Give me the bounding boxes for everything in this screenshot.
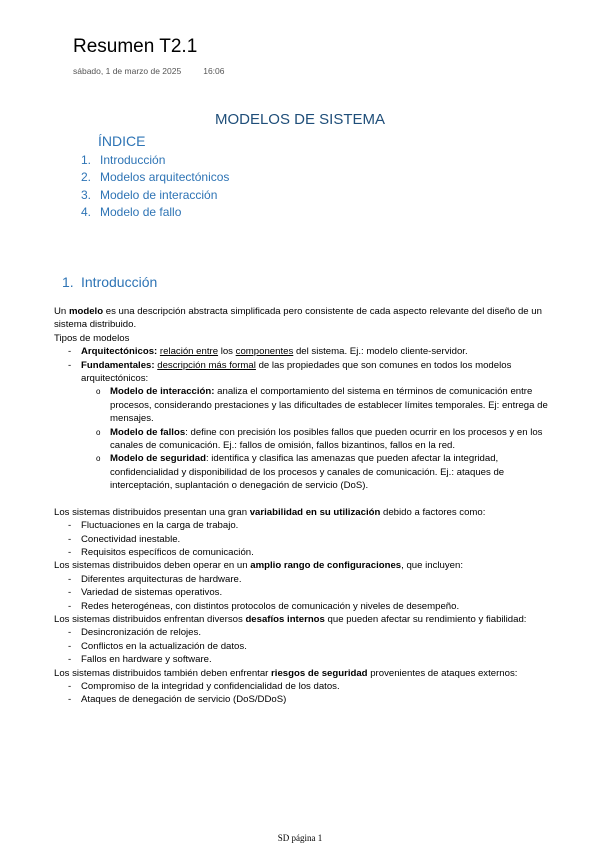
types-list bbox=[54, 345, 554, 492]
text-run: Los sistemas distribuidos presentan una gran bbox=[54, 506, 250, 518]
bold-term: Modelo de seguridad bbox=[110, 453, 206, 465]
bold-term: amplio rango de configuraciones bbox=[250, 560, 402, 572]
underlined-term: relación entre bbox=[159, 346, 219, 358]
circle-bullet-icon: o bbox=[96, 427, 101, 437]
index-item[interactable] bbox=[81, 169, 229, 186]
text-run: de las propiedades que son comunes en todos los modelos arquitectónicos: bbox=[81, 359, 512, 385]
index-item[interactable] bbox=[81, 152, 229, 169]
circle-bullet-icon: o bbox=[96, 454, 101, 464]
sub-list-item bbox=[54, 385, 554, 425]
paragraph bbox=[54, 667, 554, 680]
text-run: del sistema. Ej.: modelo cliente-servidor. bbox=[295, 346, 468, 358]
index-list bbox=[81, 152, 229, 222]
bold-term: variabilidad en su utilización bbox=[249, 506, 381, 518]
list-item: - Conflictos en la actualización de datos. bbox=[54, 640, 554, 653]
list-item bbox=[54, 359, 554, 386]
sub-list-item bbox=[54, 426, 554, 453]
text-run: Los sistemas distribuidos también deben enfrentar bbox=[54, 667, 272, 679]
config-list bbox=[54, 573, 554, 613]
text-run: los bbox=[220, 346, 233, 358]
index-item-number: 4. bbox=[81, 205, 92, 220]
index-item-label: Modelos arquitectónicos bbox=[100, 170, 230, 185]
text-run: provenientes de ataques externos: bbox=[367, 667, 518, 679]
text-run: , que incluyen: bbox=[401, 560, 463, 572]
list-item: - Fluctuaciones en la carga de trabajo. bbox=[54, 519, 554, 532]
page-time: 16:06 bbox=[203, 66, 225, 76]
text-run: que pueden afectar su rendimiento y fiabilidad: bbox=[324, 613, 527, 625]
list-item: - Compromiso de la integridad y confidencialidad de los datos. bbox=[54, 680, 554, 693]
factor-list bbox=[54, 519, 554, 559]
bold-term: modelo bbox=[68, 306, 104, 317]
risk-list bbox=[54, 680, 554, 707]
text-run: : identifica y clasifica las amenazas que pueden afectar la integridad, confidencialidad y disponibilidad de los procesos y canales de comunicación. Ej.: ataques de interceptación, suplantación o denegación de servicio (DoS). bbox=[110, 453, 505, 492]
list-item: - Requisitos específicos de comunicación. bbox=[54, 546, 554, 559]
bold-term: riesgos de seguridad bbox=[271, 667, 368, 679]
challenge-list bbox=[54, 626, 554, 666]
bold-term: Arquitectónicos: bbox=[81, 346, 158, 358]
section-title: Introducción bbox=[81, 274, 158, 290]
page-meta bbox=[73, 66, 225, 76]
text-run: : define con precisión los posibles fallos que pueden ocurrir en los procesos y en los canales de comunicación. Ej.: fallos de omisión, fallos bizantinos, fallos en la red. bbox=[110, 426, 543, 452]
list-item: - Diferentes arquitecturas de hardware. bbox=[54, 573, 554, 586]
text-run: analiza el comportamiento del sistema en términos de comunicación entre procesos, considerando prestaciones y las dificultades de establecer límites temporales. Ej: entrega de mensajes. bbox=[110, 386, 548, 425]
text-run: es una descripción abstracta simplificada pero consistente de cada aspecto relevante del diseño de un sistema distribuido. bbox=[54, 306, 542, 331]
text-run: Los sistemas distribuidos enfrentan diversos bbox=[54, 613, 246, 625]
bold-term: Fundamentales: bbox=[81, 359, 155, 371]
sub-list-item bbox=[54, 452, 554, 492]
intro-paragraph bbox=[54, 305, 554, 332]
index-title: ÍNDICE bbox=[98, 133, 146, 149]
paragraph bbox=[54, 506, 554, 519]
list-item: - Ataques de denegación de servicio (DoS/DDoS) bbox=[54, 693, 554, 706]
spacer bbox=[54, 493, 554, 506]
index-item[interactable] bbox=[81, 204, 229, 221]
list-item: - Desincronización de relojes. bbox=[54, 626, 554, 639]
list-item: - Fallos en hardware y software. bbox=[54, 653, 554, 666]
text-run: Un bbox=[54, 306, 69, 317]
index-item-label: Modelo de fallo bbox=[100, 205, 182, 220]
section-number: 1. bbox=[62, 274, 74, 290]
list-item: - Variedad de sistemas operativos. bbox=[54, 586, 554, 599]
page-footer: SD página 1 bbox=[277, 833, 323, 843]
section-body bbox=[54, 305, 554, 707]
page-title: Resumen T2.1 bbox=[73, 36, 198, 57]
underlined-term: descripción más formal bbox=[157, 359, 256, 371]
list-item: - Redes heterogéneas, con distintos protocolos de comunicación y niveles de desempeño. bbox=[54, 600, 554, 613]
text-run: Los sistemas distribuidos deben operar en un bbox=[54, 560, 251, 572]
section-heading bbox=[62, 274, 157, 290]
index-item-number: 1. bbox=[81, 153, 92, 167]
index-item-label: Modelo de interacción bbox=[100, 187, 218, 202]
underlined-term: componentes bbox=[235, 346, 294, 358]
bold-term: desafíos internos bbox=[245, 613, 325, 625]
index-item[interactable] bbox=[81, 187, 229, 204]
circle-bullet-icon: o bbox=[96, 387, 101, 397]
bold-term: Modelo de fallos bbox=[110, 426, 186, 438]
page-date: sábado, 1 de marzo de 2025 bbox=[73, 66, 182, 76]
paragraph bbox=[54, 613, 554, 626]
index-item-number: 2. bbox=[81, 170, 92, 185]
index-item-label: Introducción bbox=[100, 153, 166, 167]
paragraph bbox=[54, 559, 554, 572]
types-label: Tipos de modelos bbox=[54, 332, 130, 344]
list-item bbox=[54, 345, 554, 358]
text-run: debido a factores como: bbox=[380, 506, 486, 518]
bold-term: Modelo de interacción: bbox=[110, 386, 215, 398]
document-heading: MODELOS DE SISTEMA bbox=[214, 111, 386, 128]
index-item-number: 3. bbox=[81, 187, 92, 202]
list-item: - Conectividad inestable. bbox=[54, 533, 554, 546]
